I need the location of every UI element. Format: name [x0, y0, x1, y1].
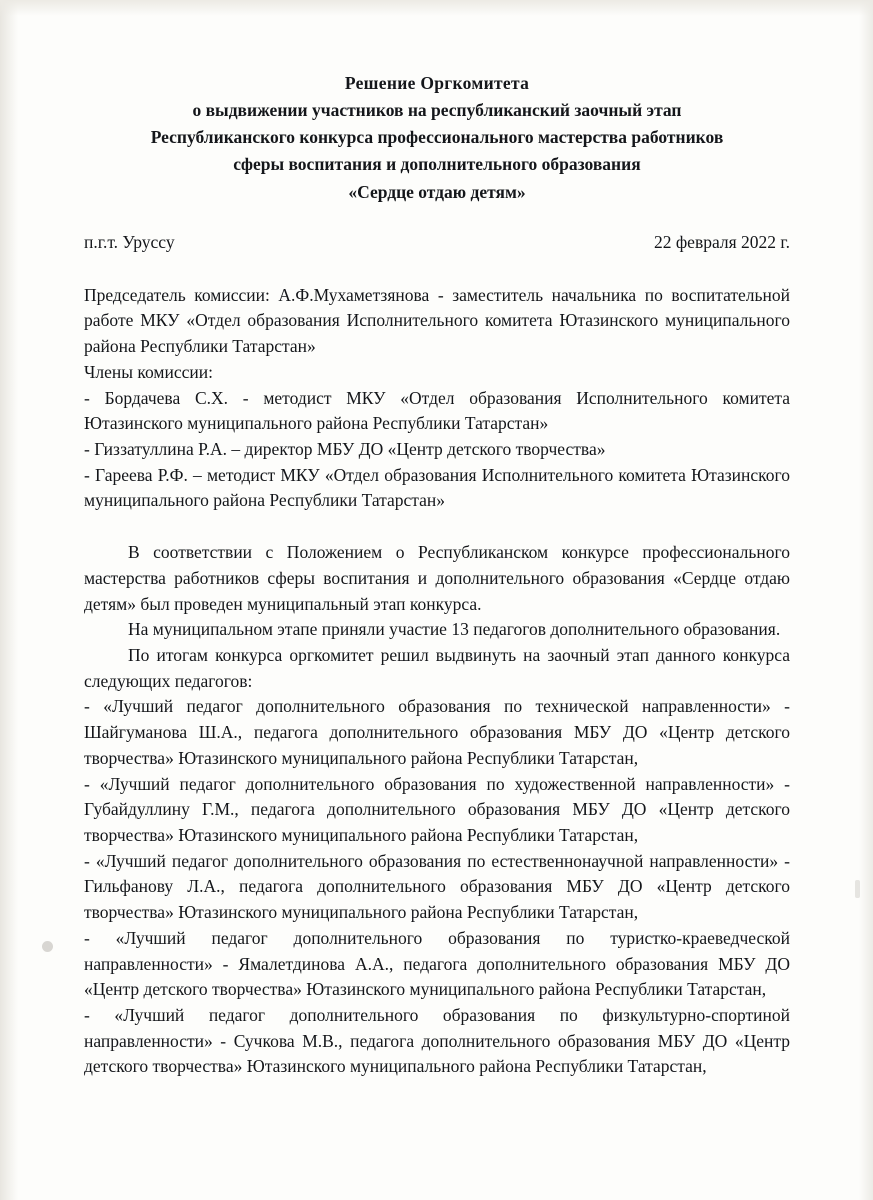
title-line-2: о выдвижении участников на республиканский заочный этап — [192, 100, 682, 121]
title-line-3: Республиканского конкурса профессионального мастерства работников — [150, 127, 724, 148]
nominee-item: - «Лучший педагог дополнительного образования по технической направленности» - Шайгуманова Ш.А., педагога дополнительного образования МБУ ДО «Центр детского творчества» Ютазинского муниципального района Республики Татарстан, — [84, 696, 790, 768]
title-line-4: сферы воспитания и дополнительного образования — [233, 154, 641, 175]
nominee-item: - «Лучший педагог дополнительного образования по художественной направленности» - Губайдуллину Г.М., педагога дополнительного образования МБУ ДО «Центр детского творчества» Ютазинского муниципального района Республики Татарстан, — [84, 773, 790, 845]
title-line-5: «Сердце отдаю детям» — [348, 181, 526, 202]
scan-edge-left — [0, 0, 18, 1200]
committee-member: - Бордачева С.Х. - методист МКУ «Отдел образования Исполнительного комитета Ютазинского муниципального района Республики Татарстан» — [84, 387, 790, 434]
scan-speck — [42, 941, 53, 952]
scan-edge-top — [0, 0, 873, 16]
document-title — [84, 70, 790, 206]
title-line-1: Решение Оргкомитета — [344, 73, 530, 93]
scan-speck — [855, 880, 860, 898]
committee-chair: Председатель комиссии: А.Ф.Мухаметзянова - заместитель начальника по воспитательной работе МКУ «Отдел образования Исполнительного комитета Ютазинского муниципального района Республики Татарстан» — [84, 284, 790, 357]
paragraph-participants: На муниципальном этапе приняли участие 13 педагогов дополнительного образования. — [128, 619, 781, 640]
paragraph-decision: По итогам конкурса оргкомитет решил выдвинуть на заочный этап данного конкурса следующих педагогов: — [84, 644, 790, 691]
nominee-item: - «Лучший педагог дополнительного образования по туристко-краеведческой направленности» - Ямалетдинова А.А., педагога дополнительного образования МБУ ДО «Центр детского творчества» Ютазинского муниципального района Республики Татарстан, — [84, 927, 790, 1000]
nominee-item: - «Лучший педагог дополнительного образования по физкультурно-спортиной направленности» - Сучкова М.В., педагога дополнительного образования МБУ ДО «Центр детского творчества» Ютазинского муниципального района Республики Татарстан, — [84, 1005, 790, 1077]
committee-member: - Гиззатуллина Р.А. – директор МБУ ДО «Центр детского творчества» — [84, 438, 606, 459]
document-meta — [84, 232, 790, 253]
committee-member: - Гареева Р.Ф. – методист МКУ «Отдел образования Исполнительного комитета Ютазинского муниципального района Республики Татарстан» — [84, 464, 790, 511]
paragraph-intro: В соответствии с Положением о Республиканском конкурсе профессионального мастерства работников сферы воспитания и дополнительного образования «Сердце отдаю детям» был проведен муниципальный этап конкурса. — [84, 542, 790, 614]
committee-members-label: Члены комиссии: — [84, 361, 213, 382]
place-label: п.г.т. Уруссу — [84, 231, 175, 252]
nominee-item: - «Лучший педагог дополнительного образования по естественнонаучной направленности» - Гильфанову Л.А., педагога дополнительного образования МБУ ДО «Центр детского творчества» Ютазинского муниципального района Республики Татарстан, — [84, 850, 790, 923]
date-label: 22 февраля 2022 г. — [653, 231, 790, 252]
document-body — [84, 70, 790, 1080]
document-content — [84, 283, 790, 1081]
scan-edge-right — [859, 0, 873, 1200]
